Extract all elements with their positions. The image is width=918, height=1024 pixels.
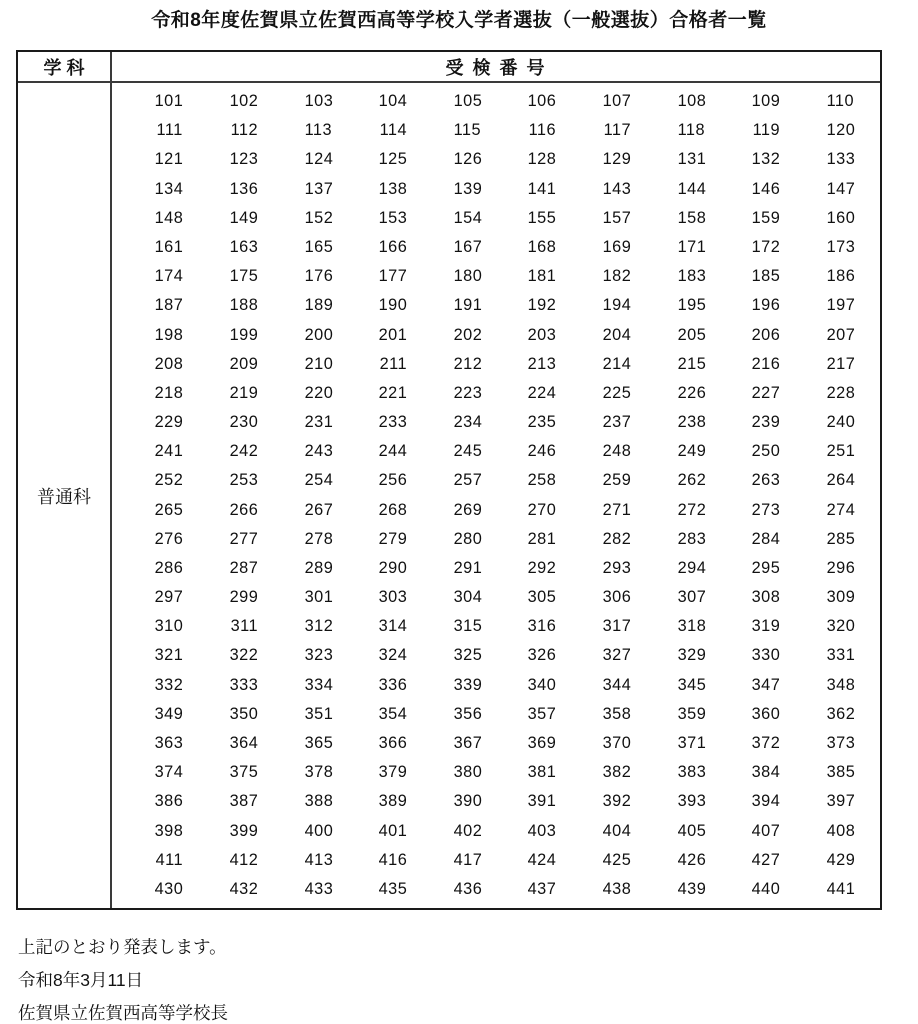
exam-number: 334 — [304, 674, 333, 694]
exam-number: 177 — [378, 266, 408, 286]
exam-number: 405 — [677, 820, 706, 840]
table-header-row — [18, 52, 880, 83]
exam-number: 276 — [154, 528, 184, 548]
exam-number: 440 — [751, 878, 781, 898]
exam-number: 305 — [527, 587, 557, 607]
exam-number: 356 — [453, 703, 483, 723]
exam-number: 438 — [602, 878, 632, 898]
exam-number: 194 — [602, 295, 632, 315]
exam-number: 435 — [378, 878, 408, 898]
exam-number: 385 — [826, 762, 856, 782]
exam-number: 391 — [527, 791, 557, 811]
exam-number: 386 — [154, 791, 184, 811]
exam-number: 154 — [453, 207, 483, 227]
exam-number: 407 — [751, 820, 781, 840]
exam-number: 207 — [826, 324, 856, 344]
exam-number: 148 — [154, 207, 184, 227]
exam-number: 291 — [453, 557, 483, 577]
exam-number: 196 — [751, 295, 781, 315]
exam-number: 373 — [826, 733, 856, 752]
exam-number: 345 — [677, 674, 706, 694]
exam-number: 360 — [751, 703, 781, 723]
exam-number: 439 — [677, 878, 706, 898]
page-title: 令和8年度佐賀県立佐賀西高等学校入学者選抜（一般選抜）合格者一覧 — [151, 10, 767, 31]
exam-number: 165 — [304, 236, 333, 256]
exam-number: 314 — [378, 616, 408, 636]
exam-number: 256 — [378, 470, 408, 490]
exam-number: 282 — [602, 528, 632, 548]
exam-number: 132 — [751, 149, 781, 169]
exam-number: 157 — [602, 207, 632, 227]
exam-number: 248 — [602, 441, 632, 461]
exam-number: 266 — [229, 499, 259, 519]
exam-number: 307 — [677, 587, 706, 607]
exam-number: 250 — [751, 441, 781, 461]
exam-number: 242 — [229, 441, 259, 461]
exam-number: 182 — [602, 266, 632, 286]
exam-number: 214 — [602, 353, 632, 373]
exam-number: 223 — [453, 382, 483, 402]
exam-number-column-header: 受 検 番 号 — [445, 57, 547, 78]
exam-number: 365 — [304, 733, 333, 752]
exam-number: 287 — [229, 557, 259, 577]
exam-number: 388 — [304, 791, 333, 811]
exam-number: 378 — [304, 762, 333, 782]
exam-number: 399 — [229, 820, 259, 840]
exam-number: 322 — [229, 645, 259, 665]
exam-number: 348 — [826, 674, 856, 694]
exam-number: 375 — [229, 762, 259, 782]
exam-number: 271 — [602, 499, 632, 519]
exam-number: 163 — [229, 236, 259, 256]
exam-number: 233 — [378, 412, 408, 432]
exam-number: 297 — [154, 587, 184, 607]
exam-number: 389 — [378, 791, 408, 811]
exam-number: 278 — [304, 528, 333, 548]
exam-number: 259 — [602, 470, 632, 490]
exam-number: 292 — [527, 557, 557, 577]
exam-number: 187 — [154, 295, 184, 315]
exam-number: 209 — [229, 353, 259, 373]
exam-number: 329 — [677, 645, 706, 665]
exam-number: 380 — [453, 762, 483, 782]
exam-number: 320 — [826, 616, 856, 636]
exam-number: 124 — [304, 149, 333, 169]
exam-number: 105 — [453, 91, 483, 111]
exam-number: 267 — [304, 499, 333, 519]
exam-number: 206 — [751, 324, 781, 344]
exam-number: 384 — [751, 762, 781, 782]
exam-number: 323 — [304, 645, 333, 665]
exam-number: 357 — [527, 703, 557, 723]
exam-number: 312 — [304, 616, 333, 636]
exam-number: 333 — [229, 674, 259, 694]
exam-number: 362 — [826, 703, 856, 723]
exam-number: 308 — [751, 587, 781, 607]
exam-number: 284 — [751, 528, 781, 548]
exam-number: 286 — [154, 557, 184, 577]
exam-number: 121 — [154, 149, 184, 169]
exam-number: 131 — [677, 149, 706, 169]
exam-number: 200 — [304, 324, 333, 344]
exam-number: 246 — [527, 441, 557, 461]
exam-number: 381 — [527, 762, 557, 782]
exam-number: 264 — [826, 470, 856, 490]
exam-number: 347 — [751, 674, 781, 694]
exam-number: 231 — [304, 412, 333, 432]
exam-number: 175 — [229, 266, 259, 286]
exam-number: 374 — [154, 762, 184, 782]
exam-number: 358 — [602, 703, 632, 723]
exam-number: 238 — [677, 412, 706, 432]
footer-announcement-line: 上記のとおり発表します。 — [18, 937, 227, 957]
exam-number: 138 — [378, 178, 408, 198]
exam-number: 437 — [527, 878, 557, 898]
exam-number: 240 — [826, 412, 856, 432]
exam-number: 299 — [229, 587, 259, 607]
exam-number: 212 — [453, 353, 483, 373]
exam-number: 251 — [826, 441, 856, 461]
exam-number: 115 — [453, 120, 482, 140]
exam-number: 331 — [826, 645, 856, 665]
exam-number: 321 — [154, 645, 184, 665]
exam-number: 158 — [677, 207, 706, 227]
exam-number: 143 — [602, 178, 632, 198]
exam-number: 205 — [677, 324, 706, 344]
exam-number: 107 — [602, 91, 632, 111]
exam-number: 106 — [527, 91, 557, 111]
exam-number: 316 — [527, 616, 557, 636]
exam-number: 303 — [378, 587, 408, 607]
exam-number: 294 — [677, 557, 706, 577]
exam-number: 402 — [453, 820, 483, 840]
exam-number: 412 — [229, 849, 259, 869]
exam-number: 197 — [826, 295, 856, 315]
exam-number: 398 — [154, 820, 184, 840]
exam-number: 253 — [229, 470, 259, 490]
exam-number: 172 — [751, 236, 781, 256]
exam-number: 262 — [677, 470, 706, 490]
exam-number: 120 — [826, 120, 856, 140]
exam-number: 104 — [378, 91, 408, 111]
exam-number: 181 — [527, 266, 557, 286]
exam-number: 400 — [304, 820, 333, 840]
exam-number: 372 — [751, 733, 781, 752]
exam-number: 237 — [602, 412, 632, 432]
exam-number: 417 — [453, 849, 483, 869]
exam-number: 257 — [453, 470, 483, 490]
exam-number: 249 — [677, 441, 706, 461]
exam-number: 153 — [378, 207, 408, 227]
exam-number: 327 — [602, 645, 632, 665]
exam-number: 359 — [677, 703, 706, 723]
exam-number: 109 — [751, 91, 781, 111]
exam-number: 110 — [826, 91, 855, 111]
exam-number: 273 — [751, 499, 781, 519]
exam-number: 173 — [826, 236, 856, 256]
exam-number: 112 — [230, 120, 258, 140]
exam-number: 413 — [304, 849, 333, 869]
exam-number: 149 — [229, 207, 259, 227]
exam-number: 218 — [154, 382, 184, 402]
exam-number: 210 — [304, 353, 333, 373]
exam-number: 325 — [453, 645, 483, 665]
exam-number: 108 — [677, 91, 706, 111]
exam-number: 235 — [527, 412, 557, 432]
exam-number: 180 — [453, 266, 483, 286]
exam-number: 382 — [602, 762, 632, 782]
department-column-header: 学 科 — [18, 52, 112, 81]
exam-number: 283 — [677, 528, 706, 548]
exam-number: 155 — [527, 207, 557, 227]
exam-number: 116 — [528, 120, 557, 140]
exam-number: 433 — [304, 878, 333, 898]
exam-number: 351 — [304, 703, 333, 723]
table-body-row — [18, 83, 880, 908]
exam-number: 229 — [154, 412, 184, 432]
exam-number: 285 — [826, 528, 856, 548]
exam-number: 301 — [304, 587, 333, 607]
exam-number: 403 — [527, 820, 557, 840]
exam-number: 101 — [154, 91, 184, 111]
exam-number: 241 — [154, 441, 184, 461]
exam-number: 401 — [378, 820, 408, 840]
exam-number: 436 — [453, 878, 483, 898]
exam-number: 309 — [826, 587, 856, 607]
exam-number: 141 — [527, 178, 557, 198]
exam-number: 265 — [154, 499, 184, 519]
exam-number: 319 — [751, 616, 781, 636]
exam-number: 296 — [826, 557, 856, 577]
exam-number: 289 — [304, 557, 333, 577]
exam-number: 243 — [304, 441, 333, 461]
exam-number: 349 — [154, 703, 184, 723]
exam-number: 168 — [527, 236, 557, 256]
exam-number: 147 — [826, 178, 856, 198]
exam-number: 326 — [527, 645, 557, 665]
exam-number: 160 — [826, 207, 856, 227]
exam-number: 425 — [602, 849, 632, 869]
exam-number: 137 — [304, 178, 333, 198]
footer-date-line: 令和8年3月11日 — [18, 970, 144, 990]
exam-number: 429 — [826, 849, 856, 869]
exam-number: 204 — [602, 324, 632, 344]
exam-number: 183 — [677, 266, 706, 286]
exam-number: 416 — [378, 849, 408, 869]
department-name: 普通科 — [18, 83, 112, 908]
exam-number: 117 — [603, 120, 631, 140]
exam-number: 230 — [229, 412, 259, 432]
exam-number: 227 — [751, 382, 781, 402]
exam-number: 113 — [304, 120, 333, 140]
pass-list-table — [16, 50, 882, 910]
exam-number: 279 — [378, 528, 408, 548]
exam-number: 363 — [154, 733, 184, 752]
exam-number: 295 — [751, 557, 781, 577]
exam-number: 371 — [677, 733, 706, 752]
exam-number: 383 — [677, 762, 706, 782]
exam-number: 174 — [154, 266, 184, 286]
exam-number: 252 — [154, 470, 184, 490]
exam-number: 441 — [826, 878, 856, 898]
exam-number: 430 — [154, 878, 184, 898]
exam-number: 144 — [677, 178, 706, 198]
exam-number: 280 — [453, 528, 483, 548]
exam-number: 203 — [527, 324, 557, 344]
exam-number: 114 — [379, 120, 407, 140]
exam-number: 310 — [154, 616, 184, 636]
exam-number: 219 — [229, 382, 259, 402]
exam-number: 258 — [527, 470, 557, 490]
exam-number: 336 — [378, 674, 408, 694]
exam-number: 220 — [304, 382, 333, 402]
exam-number: 198 — [154, 324, 184, 344]
exam-number: 315 — [453, 616, 483, 636]
exam-number: 411 — [155, 849, 184, 869]
exam-number: 424 — [527, 849, 557, 869]
exam-number: 367 — [453, 733, 483, 752]
exam-number: 364 — [229, 733, 259, 752]
exam-number: 102 — [229, 91, 259, 111]
exam-number: 392 — [602, 791, 632, 811]
exam-number: 369 — [527, 733, 557, 752]
exam-number: 171 — [677, 236, 706, 256]
exam-number: 274 — [826, 499, 856, 519]
exam-number: 228 — [826, 382, 856, 402]
exam-number: 268 — [378, 499, 408, 519]
exam-number: 404 — [602, 820, 632, 840]
exam-number: 340 — [527, 674, 557, 694]
exam-number: 270 — [527, 499, 557, 519]
exam-number: 366 — [378, 733, 408, 752]
exam-number: 354 — [378, 703, 408, 723]
exam-number: 263 — [751, 470, 781, 490]
exam-number: 213 — [527, 353, 557, 373]
exam-number: 176 — [304, 266, 333, 286]
exam-number: 125 — [378, 149, 408, 169]
exam-number: 195 — [677, 295, 706, 315]
exam-number: 397 — [826, 791, 856, 811]
exam-number: 290 — [378, 557, 408, 577]
exam-number: 118 — [677, 120, 706, 140]
exam-number: 167 — [453, 236, 483, 256]
exam-number: 129 — [602, 149, 632, 169]
exam-number: 324 — [378, 645, 408, 665]
exam-number: 272 — [677, 499, 706, 519]
exam-number: 169 — [602, 236, 632, 256]
exam-number: 159 — [751, 207, 781, 227]
exam-number: 133 — [826, 149, 856, 169]
exam-number: 152 — [304, 207, 333, 227]
exam-number: 189 — [304, 295, 333, 315]
exam-number: 190 — [378, 295, 408, 315]
exam-number: 166 — [378, 236, 408, 256]
exam-number: 393 — [677, 791, 706, 811]
exam-number: 221 — [378, 382, 408, 402]
exam-number: 123 — [229, 149, 259, 169]
exam-number: 269 — [453, 499, 483, 519]
exam-number: 408 — [826, 820, 856, 840]
exam-number: 215 — [677, 353, 706, 373]
exam-number: 293 — [602, 557, 632, 577]
exam-number: 277 — [229, 528, 259, 548]
exam-number: 281 — [527, 528, 557, 548]
exam-number: 119 — [752, 120, 780, 140]
exam-number: 254 — [304, 470, 333, 490]
exam-number: 126 — [453, 149, 483, 169]
exam-number: 332 — [154, 674, 184, 694]
exam-number: 306 — [602, 587, 632, 607]
exam-number: 427 — [751, 849, 781, 869]
exam-number: 311 — [230, 616, 258, 636]
exam-number: 379 — [378, 762, 408, 782]
exam-number: 111 — [156, 120, 183, 140]
exam-number: 201 — [378, 324, 408, 344]
exam-number: 202 — [453, 324, 483, 344]
exam-number: 139 — [453, 178, 483, 198]
exam-number: 370 — [602, 733, 632, 752]
exam-number: 224 — [527, 382, 557, 402]
exam-number: 304 — [453, 587, 483, 607]
exam-number: 244 — [378, 441, 408, 461]
exam-number: 226 — [677, 382, 706, 402]
exam-number: 350 — [229, 703, 259, 723]
exam-number: 234 — [453, 412, 483, 432]
exam-number: 136 — [229, 178, 259, 198]
exam-number: 211 — [379, 353, 407, 373]
exam-number: 387 — [229, 791, 259, 811]
exam-number: 134 — [154, 178, 184, 198]
exam-number: 225 — [602, 382, 632, 402]
exam-number: 188 — [229, 295, 259, 315]
exam-number: 344 — [602, 674, 632, 694]
exam-number: 208 — [154, 353, 184, 373]
exam-number: 390 — [453, 791, 483, 811]
exam-number: 199 — [229, 324, 259, 344]
footer-signature-line: 佐賀県立佐賀西高等学校長 — [18, 1003, 228, 1023]
exam-number: 330 — [751, 645, 781, 665]
exam-number: 191 — [453, 295, 483, 315]
exam-number: 128 — [527, 149, 557, 169]
exam-number: 186 — [826, 266, 856, 286]
exam-number: 317 — [602, 616, 632, 636]
exam-number: 103 — [304, 91, 333, 111]
exam-number: 245 — [453, 441, 483, 461]
exam-number: 217 — [826, 353, 856, 373]
exam-number: 161 — [154, 236, 184, 256]
exam-number-grid — [112, 83, 880, 908]
exam-number: 239 — [751, 412, 781, 432]
exam-number: 394 — [751, 791, 781, 811]
exam-number: 216 — [751, 353, 781, 373]
exam-number: 185 — [751, 266, 781, 286]
exam-number: 318 — [677, 616, 706, 636]
exam-number: 339 — [453, 674, 483, 694]
exam-number: 146 — [751, 178, 781, 198]
footer-text — [18, 931, 228, 1024]
exam-number: 432 — [229, 878, 259, 898]
exam-number: 192 — [527, 295, 557, 315]
exam-number: 426 — [677, 849, 706, 869]
